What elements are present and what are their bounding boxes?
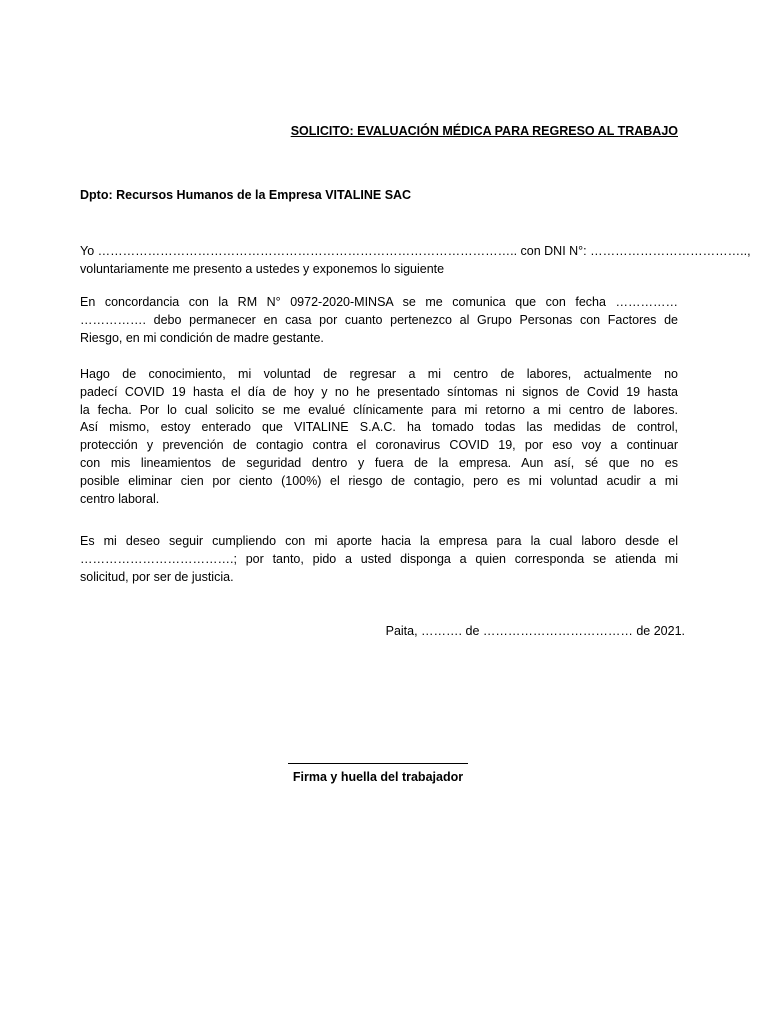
paragraph-line: voluntariamente me presento a ustedes y exponemos lo siguiente: [80, 261, 445, 276]
signature-line: [288, 763, 468, 764]
paragraph-line: Es mi deseo seguir cumpliendo con mi aporte hacia la empresa para la cual laboro desde el: [80, 534, 678, 548]
paragraph-line: ……………. debo permanecer en casa por cuanto pertenezco al Grupo Personas con Factores de: [80, 312, 678, 327]
paragraph-line: ……………………………….; por tanto, pido a usted disponga a quien corresponda se atienda mi: [80, 551, 678, 566]
paragraph-identification: [80, 243, 751, 279]
paragraph-line: Así mismo, estoy enterado que VITALINE S.A.C. ha tomado todas las medidas de control,: [80, 420, 678, 435]
document-title: SOLICITO: EVALUACIÓN MÉDICA PARA REGRESO AL TRABAJO: [290, 124, 678, 138]
place-date-line: Paita, ………. de ……………………………… de 2021.: [385, 624, 685, 638]
paragraph-line: centro laboral.: [80, 491, 160, 506]
signature-label: Firma y huella del trabajador: [292, 770, 464, 784]
paragraph-line: protección y prevención de contagio contra el coronavirus COVID 19, por eso voy a continuar: [80, 438, 678, 453]
paragraph-line: Hago de conocimiento, mi voluntad de regresar a mi centro de labores, actualmente no: [80, 367, 678, 381]
paragraph-line: En concordancia con la RM N° 0972-2020-MINSA se me comunica que con fecha ……………: [80, 295, 678, 309]
paragraph-line: Riesgo, en mi condición de madre gestante.: [80, 330, 324, 345]
department-heading: Dpto: Recursos Humanos de la Empresa VITALINE SAC: [80, 188, 412, 202]
paragraph-line: Yo ……………………………………………………………………………………….. con DNI N°: ………………………………..,: [80, 244, 751, 258]
paragraph-line: posible eliminar cien por ciento (100%) el riesgo de contagio, pero es mi voluntad acudir a mi: [80, 473, 678, 488]
paragraph-line: con mis lineamientos de seguridad dentro y fuera de la empresa. Aun así, sé que no es: [80, 455, 678, 470]
paragraph-line: solicitud, por ser de justicia.: [80, 569, 234, 584]
paragraph-closing: [80, 533, 678, 586]
paragraph-statement: [80, 366, 678, 508]
paragraph-line: la fecha. Por lo cual solicito se me evalué clínicamente para mi retorno a mi centro de labores.: [80, 402, 678, 417]
paragraph-line: padecí COVID 19 hasta el día de hoy y no he presentado síntomas ni signos de Covid 19 hasta: [80, 384, 678, 399]
paragraph-ministerial-resolution: [80, 294, 678, 347]
